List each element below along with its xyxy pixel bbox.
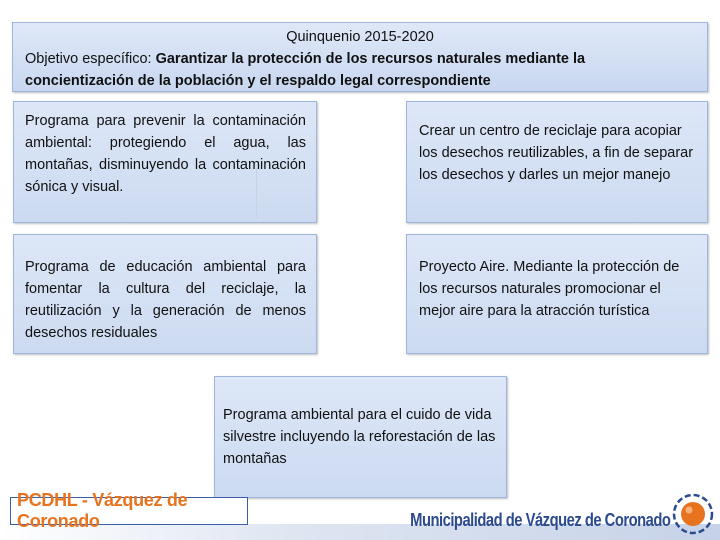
period-title: Quinquenio 2015-2020 <box>286 29 434 45</box>
footer-brand-left-text: PCDHL - Vázquez de Coronado <box>17 490 188 531</box>
program-text: Programa para prevenir la contaminación ambiental: protegiendo el agua, las montañas, disminuyendo la contaminación sónica y visual. <box>25 113 306 195</box>
program-text: Programa ambiental para el cuido de vida silvestre incluyendo la reforestación de las montañas <box>223 407 496 467</box>
program-box-recycling-center <box>406 101 708 223</box>
objective-label: Objetivo específico: <box>25 51 156 67</box>
program-text: Crear un centro de reciclaje para acopiar los desechos reutilizables, a fin de separar los desechos y darles un mejor manejo <box>419 123 694 183</box>
footer-brand-left <box>10 490 248 531</box>
footer-brand-right: Municipalidad de Vázquez de Coronado <box>409 510 670 530</box>
program-box-environmental-education <box>13 234 317 354</box>
objective-body: Garantizar la protección de los recursos naturales mediante la concientización de la población y el respaldo legal correspondiente <box>25 51 586 89</box>
program-text: Proyecto Aire. Mediante la protección de los recursos naturales promocionar el mejor aire para la atracción turística <box>419 259 680 319</box>
objective-header <box>12 22 708 92</box>
program-box-wildlife <box>214 376 507 498</box>
municipal-logo-icon <box>672 493 714 535</box>
program-box-air-project <box>406 234 708 354</box>
divider-line <box>256 168 257 218</box>
program-box-contamination <box>13 101 317 223</box>
program-text: Programa de educación ambiental para fomentar la cultura del reciclaje, la reutilización y la generación de menos desechos residuales <box>25 259 306 341</box>
objective-text <box>25 48 695 92</box>
